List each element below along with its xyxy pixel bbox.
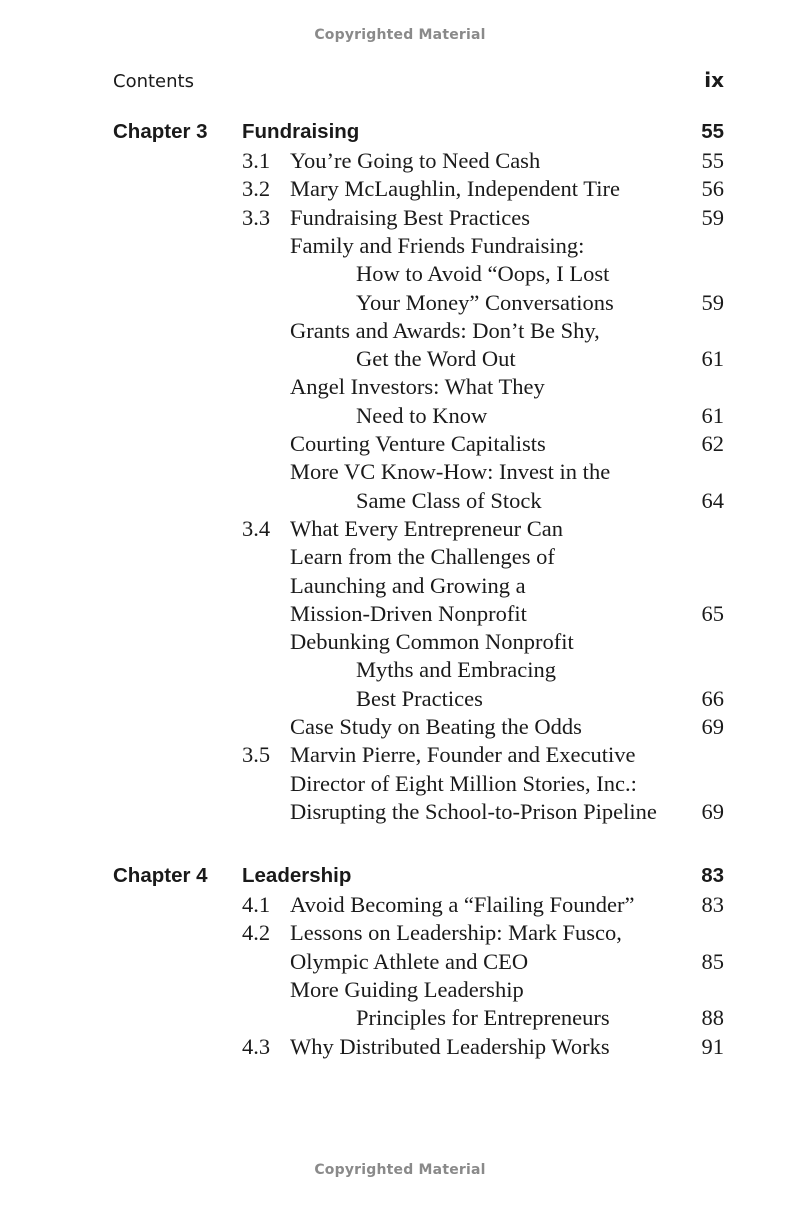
- toc-entry: [0, 1005, 800, 1033]
- toc-entry: [0, 686, 800, 714]
- entry-page-number: 85: [701, 948, 724, 974]
- toc-entry: [0, 977, 800, 1005]
- entry-text: Need to Know: [356, 402, 488, 428]
- entry-page-number: 59: [701, 204, 724, 230]
- section-number: 3.5: [242, 742, 271, 768]
- entry-text: Courting Venture Capitalists: [290, 431, 546, 456]
- toc-entry: [0, 799, 800, 827]
- entry-page-number: 65: [701, 600, 724, 626]
- entry-text: What Every Entrepreneur Can: [290, 515, 563, 541]
- entry-text: More Guiding Leadership: [290, 976, 524, 1002]
- section-number: 3.1: [242, 148, 271, 173]
- entry-text: Best Practices: [356, 685, 483, 711]
- toc-entry: [0, 459, 800, 487]
- entry-text: Avoid Becoming a “Flailing Founder”: [290, 892, 635, 917]
- entry-text: How to Avoid “Oops, I Lost: [356, 261, 610, 287]
- section-number: 3.3: [242, 204, 271, 230]
- chapter-label: Chapter 4: [113, 864, 208, 887]
- entry-page-number: 69: [701, 714, 724, 739]
- entry-page-number: 91: [701, 1033, 724, 1059]
- entry-text: Family and Friends Fundraising:: [290, 232, 585, 258]
- entry-text: Disrupting the School-to-Prison Pipeline: [290, 798, 657, 824]
- entry-page-number: 55: [701, 148, 724, 173]
- folio-page-number: ix: [704, 68, 724, 92]
- toc-entry: [0, 148, 800, 176]
- toc-entry: [0, 629, 800, 657]
- entry-text: You’re Going to Need Cash: [290, 148, 541, 173]
- entry-text: Mary McLaughlin, Independent Tire: [290, 176, 620, 202]
- section-number: 4.1: [242, 892, 271, 917]
- entry-text: Launching and Growing a: [290, 572, 526, 598]
- toc-entry: [0, 431, 800, 459]
- toc-entry: [0, 714, 800, 742]
- toc-entry: [0, 233, 800, 261]
- entry-text: Why Distributed Leadership Works: [290, 1033, 610, 1059]
- toc-entry: [0, 176, 800, 204]
- toc-entry: [0, 601, 800, 629]
- toc-entry: [0, 346, 800, 374]
- entry-page-number: 61: [701, 402, 724, 428]
- entry-text: Grants and Awards: Don’t Be Shy,: [290, 317, 600, 343]
- chapter-page-number: 55: [701, 120, 724, 143]
- entry-text: Same Class of Stock: [356, 487, 542, 513]
- entry-page-number: 69: [701, 798, 724, 824]
- entry-page-number: 62: [701, 431, 724, 456]
- running-head-title: Contents: [113, 71, 194, 92]
- toc-entry: [0, 920, 800, 948]
- toc-entry: [0, 261, 800, 289]
- entry-text: Olympic Athlete and CEO: [290, 948, 529, 974]
- toc-entry: [0, 657, 800, 685]
- entry-page-number: 56: [701, 176, 724, 202]
- toc-entry: [0, 1034, 800, 1062]
- section-number: 4.3: [242, 1033, 271, 1059]
- entry-text: More VC Know-How: Invest in the: [290, 459, 611, 485]
- entry-page-number: 64: [701, 487, 724, 513]
- chapter-title: Fundraising: [242, 120, 360, 143]
- toc-entry: [0, 374, 800, 402]
- toc-entry: [0, 949, 800, 977]
- running-head: [113, 68, 724, 92]
- entry-text: Marvin Pierre, Founder and Executive: [290, 742, 636, 768]
- entry-page-number: 66: [701, 685, 724, 711]
- chapter-page-number: 83: [701, 864, 724, 887]
- toc-entry: [0, 573, 800, 601]
- toc-entry: [0, 544, 800, 572]
- section-number: 4.2: [242, 920, 271, 946]
- entry-text: Your Money” Conversations: [356, 289, 614, 315]
- toc-entry: [0, 403, 800, 431]
- chapter-heading: [113, 864, 724, 892]
- toc-entry: [0, 318, 800, 346]
- entry-text: Director of Eight Million Stories, Inc.:: [290, 770, 637, 796]
- entry-text: Get the Word Out: [356, 346, 516, 372]
- chapter-title: Leadership: [242, 864, 352, 887]
- entry-text: Learn from the Challenges of: [290, 544, 555, 570]
- entry-page-number: 61: [701, 346, 724, 372]
- entry-text: Fundraising Best Practices: [290, 204, 530, 230]
- entry-page-number: 59: [701, 289, 724, 315]
- entry-text: Myths and Embracing: [356, 657, 556, 683]
- toc-entry: [0, 892, 800, 920]
- entry-text: Case Study on Beating the Odds: [290, 714, 582, 739]
- section-number: 3.4: [242, 515, 271, 541]
- chapter-label: Chapter 3: [113, 120, 208, 143]
- toc-entry: [0, 205, 800, 233]
- copyright-watermark-top: Copyrighted Material: [314, 27, 486, 43]
- toc-entry: [0, 742, 800, 770]
- entry-text: Mission-Driven Nonprofit: [290, 600, 527, 626]
- entry-page-number: 83: [701, 892, 724, 917]
- toc-entry: [0, 771, 800, 799]
- entry-text: Angel Investors: What They: [290, 374, 545, 400]
- entry-page-number: 88: [701, 1005, 724, 1031]
- entry-text: Lessons on Leadership: Mark Fusco,: [290, 920, 622, 946]
- chapter-heading: [113, 120, 724, 148]
- toc-entry: [0, 488, 800, 516]
- entry-text: Debunking Common Nonprofit: [290, 629, 574, 655]
- section-number: 3.2: [242, 176, 271, 202]
- copyright-watermark-bottom: Copyrighted Material: [314, 1162, 486, 1178]
- toc-entry: [0, 290, 800, 318]
- entry-text: Principles for Entrepreneurs: [356, 1005, 610, 1031]
- toc-entry: [0, 516, 800, 544]
